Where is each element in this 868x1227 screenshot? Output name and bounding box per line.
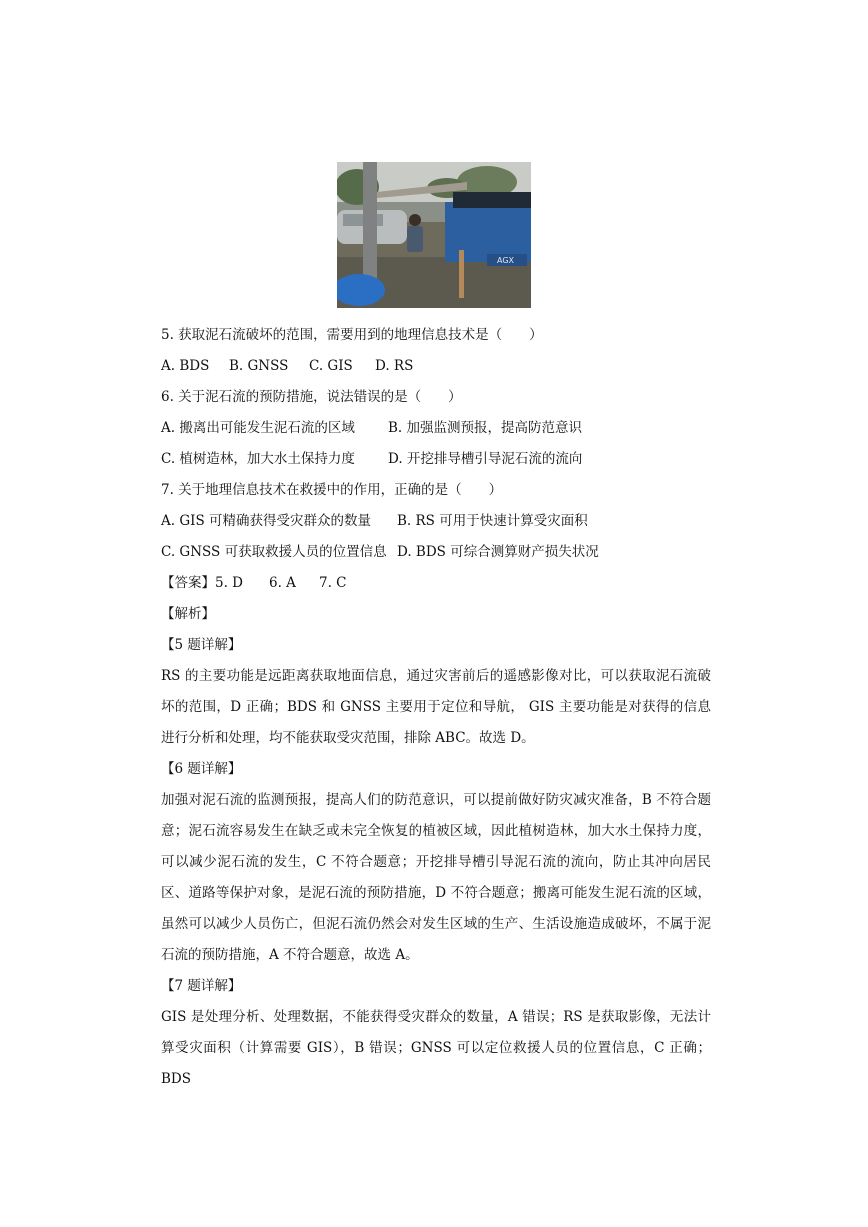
answer-label: 【答案】 — [161, 575, 215, 591]
detail-6-text: 加强对泥石流的监测预报，提高人们的防范意识，可以提前做好防灾减灾准备，B 不符合题意；泥石流容易发生在缺乏或未完全恢复的植被区域，因此植树造林，加大水土保持力度，可以减少泥石流的发生，C 不符合题意；开挖排导槽引导泥石流的流向，防止其冲向居民区、道路等保护对象，是泥石流的预防措施，D 不符合题意；搬离可能发生泥石流的区域，虽然可以减少人员伤亡，但泥石流仍然会对发生区域的生产、生活设施造成破坏，不属于泥石流的预防措施，A 不符合题意，故选 A。 — [161, 792, 711, 963]
mudflow-photo — [337, 162, 531, 308]
detail-7-label: 【7 题详解】 — [161, 978, 242, 994]
q7-options-row1 — [161, 511, 588, 531]
q6-option-a: A. 搬离出可能发生泥石流的区域 — [161, 420, 355, 436]
answer-5: 5. D — [215, 575, 243, 591]
answer-line — [161, 573, 347, 593]
q7-option-d: D. BDS 可综合测算财产损失状况 — [397, 544, 599, 560]
q6-options-row2 — [161, 449, 582, 469]
q7-option-a: A. GIS 可精确获得受灾群众的数量 — [161, 513, 371, 529]
q6-option-c: C. 植树造林，加大水土保持力度 — [161, 451, 355, 467]
q5-option-d: D. RS — [375, 358, 414, 374]
truck-plate-text: AGX — [497, 256, 515, 265]
q7-option-c: C. GNSS 可获取救援人员的位置信息 — [161, 544, 387, 560]
answer-7: 7. C — [319, 575, 347, 591]
answer-6: 6. A — [269, 575, 296, 591]
q6-stem: 6. 关于泥石流的预防措施，说法错误的是（ ） — [161, 389, 462, 405]
detail-5-label: 【5 题详解】 — [161, 637, 242, 653]
q5-option-b: B. GNSS — [229, 358, 289, 374]
q6-option-b: B. 加强监测预报，提高防范意识 — [388, 420, 583, 436]
q5-options — [161, 356, 413, 376]
q7-option-b: B. RS 可用于快速计算受灾面积 — [397, 513, 588, 529]
detail-6-label: 【6 题详解】 — [161, 761, 242, 777]
q7-stem: 7. 关于地理信息技术在救援中的作用，正确的是（ ） — [161, 482, 503, 498]
q6-option-d: D. 开挖排导槽引导泥石流的流向 — [388, 451, 583, 467]
mudflow-photo-illustration — [337, 162, 531, 308]
detail-7-text: GIS 是处理分析、处理数据，不能获得受灾群众的数量，A 错误；RS 是获取影像，无法计算受灾面积（计算需要 GIS），B 错误；GNSS 可以定位救援人员的位置信息，C 正确；BDS — [161, 1009, 711, 1087]
q6-options-row1 — [161, 418, 582, 438]
q5-option-a: A. BDS — [161, 358, 210, 374]
analysis-label: 【解析】 — [161, 606, 215, 622]
q5-stem: 5. 获取泥石流破坏的范围，需要用到的地理信息技术是（ ） — [161, 327, 543, 343]
q5-option-c: C. GIS — [309, 358, 353, 374]
detail-5-text: RS 的主要功能是远距离获取地面信息，通过灾害前后的遥感影像对比，可以获取泥石流破坏的范围，D 正确；BDS 和 GNSS 主要用于定位和导航， GIS 主要功能是对获得的信息进行分析和处理，均不能获取受灾范围，排除 ABC。故选 D。 — [161, 668, 711, 746]
q7-options-row2 — [161, 542, 599, 562]
